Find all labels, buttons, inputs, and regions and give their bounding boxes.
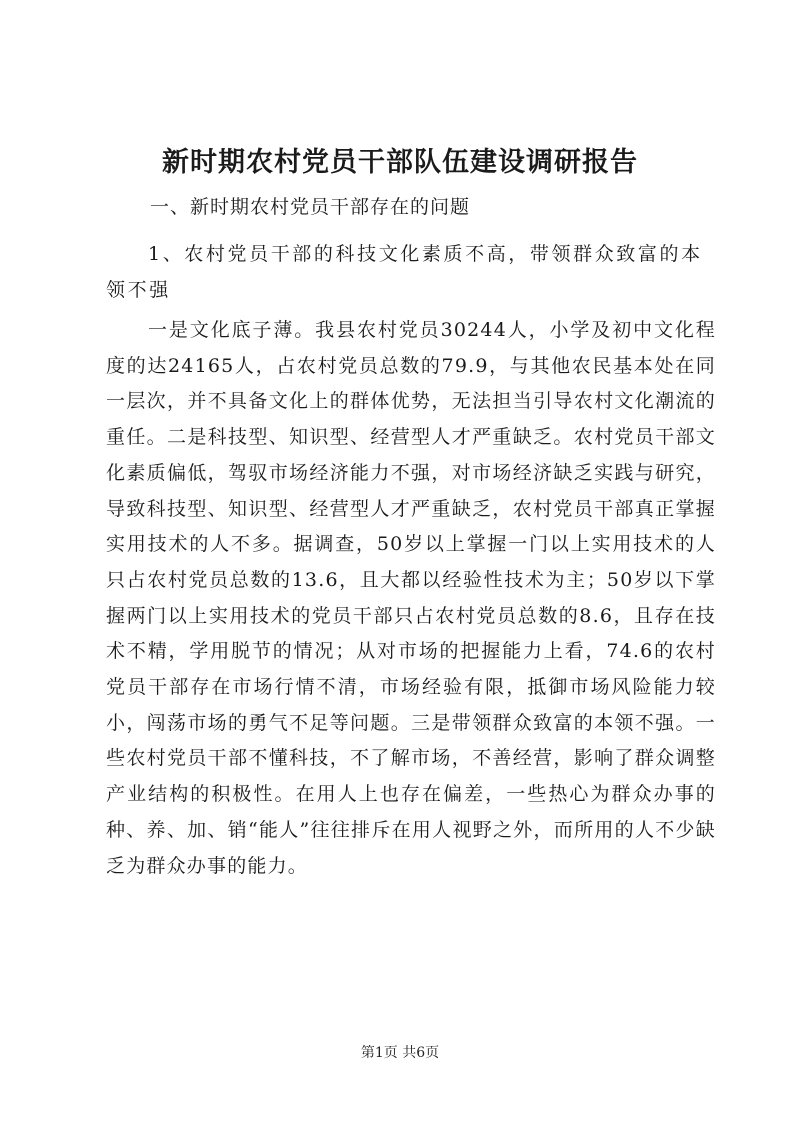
page-number-footer: 第1页 共6页 (360, 1045, 440, 1061)
document-title: 新时期农村党员干部队伍建设调研报告 (162, 147, 638, 178)
subsection-heading: 1、农村党员干部的科技文化素质不高，带领群众致富的本领不强 (106, 243, 703, 301)
body-paragraph: 一是文化底子薄。我县农村党员30244人，小学及初中文化程度的达24165人，占农村党员总数的79.9，与其他农民基本处在同一层次，并不具备文化上的群体优势，无法担当引导农村文化潮流的重任。二是科技型、知识型、经营型人才严重缺乏。农村党员干部文化素质偏低，驾驭市场经济能力不强，对市场经济缺乏实践与研究，导致科技型、知识型、经营型人才严重缺乏，农村党员干部真正掌握实用技术的人不多。据调查，50岁以上掌握一门以上实用技术的人只占农村党员总数的13.6，且大都以经验性技术为主；50岁以下掌握两门以上实用技术的党员干部只占农村党员总数的8.6，且存在技术不精，学用脱节的情况；从对市场的把握能力上看，74.6的农村党员干部存在市场行情不清，市场经验有限，抵御市场风险能力较小，闯荡市场的勇气不足等问题。三是带领群众致富的本领不强。一些农村党员干部不懂科技，不了解市场，不善经营，影响了群众调整产业结构的积极性。在用人上也存在偏差，一些热心为群众办事的种、养、加、销“能人”往往排斥在用人视野之外，而所用的人不少缺乏为群众办事的能力。 (106, 319, 716, 877)
section-heading: 一、新时期农村党员干部存在的问题 (150, 196, 471, 218)
